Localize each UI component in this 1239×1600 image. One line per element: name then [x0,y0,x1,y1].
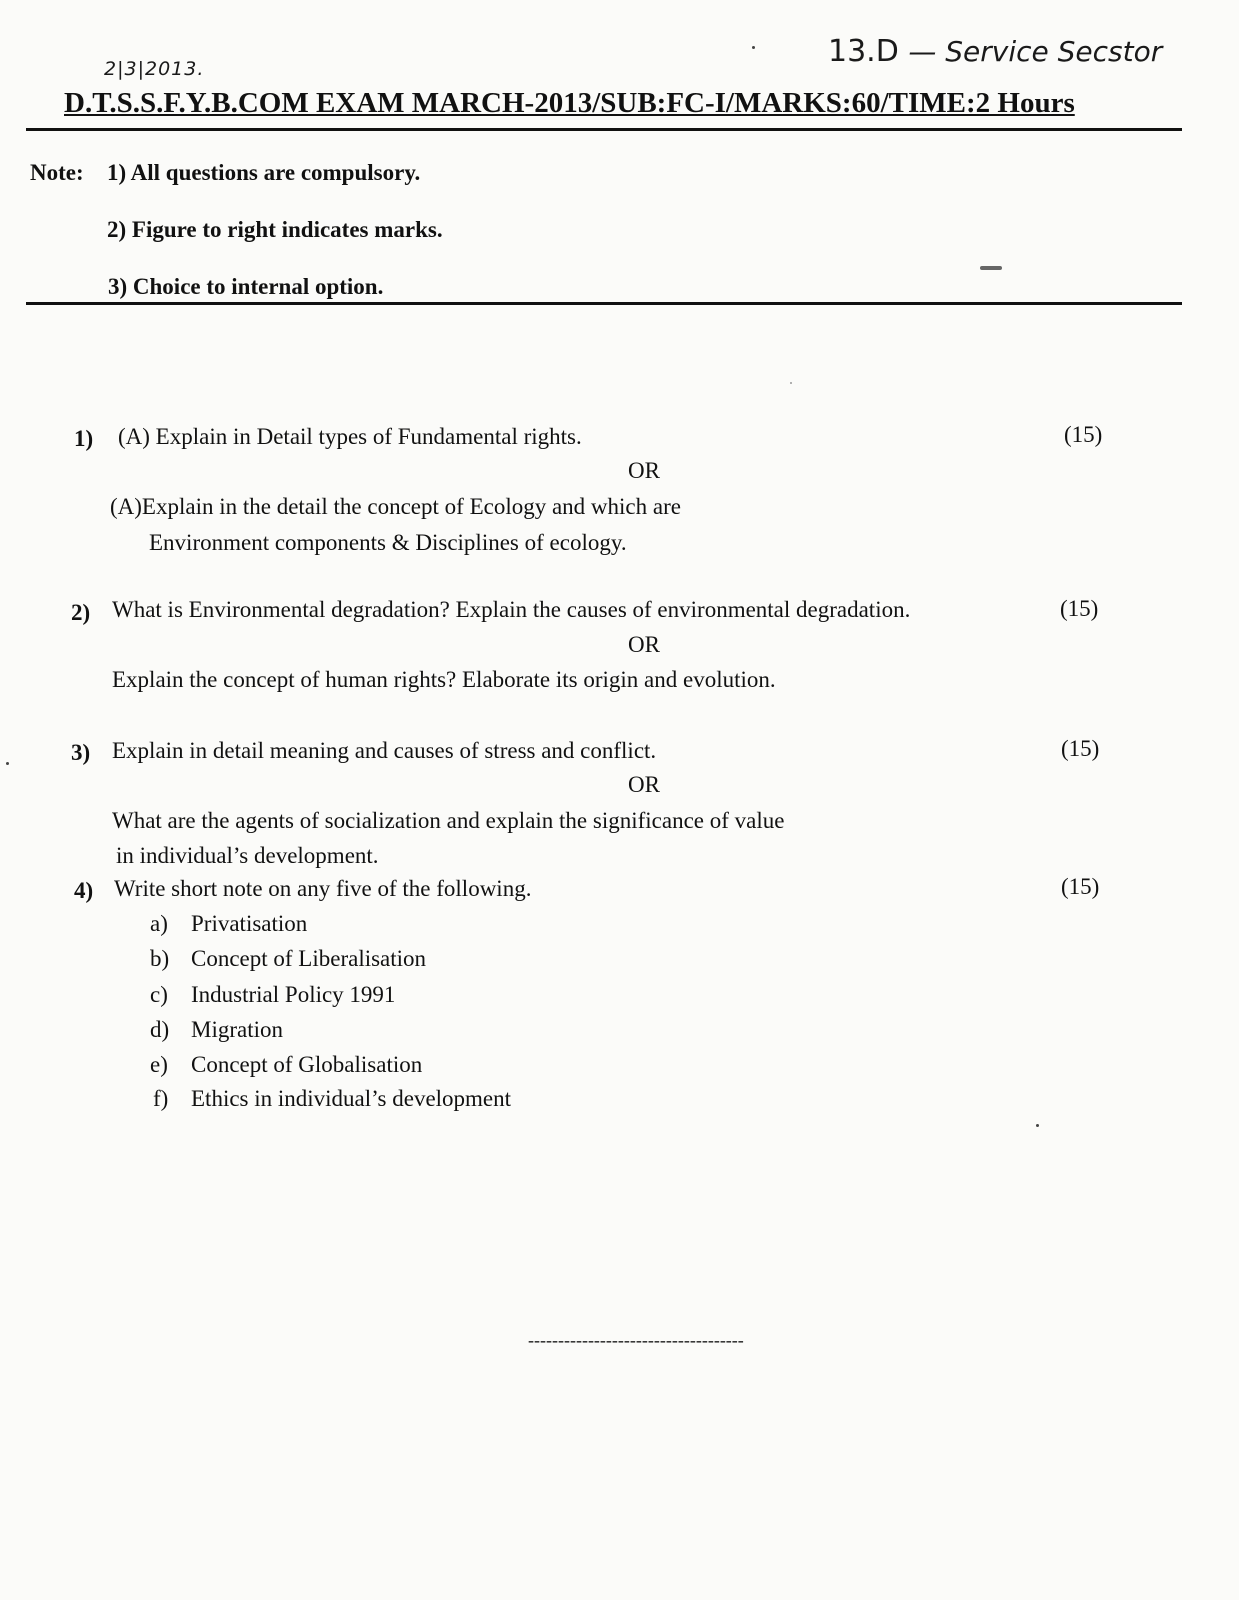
note-item-1: 1) All questions are compulsory. [107,160,421,185]
notes-rule [26,302,1182,305]
question-4-number: 4) [74,878,94,903]
option-f-label: f) [153,1086,169,1111]
option-d-text: Migration [191,1017,283,1042]
scan-speck [1036,1124,1039,1127]
option-c-label: c) [150,982,168,1007]
question-2-text: What is Environmental degradation? Explain the causes of environmental degradation. [112,597,911,622]
scan-speck [790,382,792,384]
question-1-text: (A) Explain in Detail types of Fundamental rights. [118,424,582,449]
question-1-or: OR [628,458,660,483]
option-a-label: a) [150,911,168,936]
end-divider: ------------------------------------ [528,1330,744,1350]
option-d-label: d) [150,1017,170,1042]
question-3-text: Explain in detail meaning and causes of stress and conflict. [112,738,657,763]
question-2-number: 2) [71,600,91,625]
question-4-text: Write short note on any five of the following. [114,876,532,901]
question-1-alt-line-1: (A)Explain in the detail the concept of Ecology and which are [110,494,681,519]
question-3-alt-line-1: What are the agents of socialization and explain the significance of value [112,808,785,833]
note-item-2: 2) Figure to right indicates marks. [107,217,443,242]
option-b-label: b) [150,946,170,971]
option-e-label: e) [150,1052,168,1077]
option-c-text: Industrial Policy 1991 [191,982,396,1007]
handwritten-subject-code [828,34,1162,69]
question-3-alt-line-2: in individual’s development. [116,843,379,868]
question-1-number: 1) [74,426,94,451]
option-f-text: Ethics in individual’s development [191,1086,512,1111]
note-label: Note: [30,160,84,185]
question-2-marks: (15) [1060,596,1099,621]
scan-speck [6,762,9,765]
title-rule [26,128,1182,131]
scan-speck [980,266,1002,270]
note-item-3: 3) Choice to internal option. [108,274,384,299]
question-2-alt-line-1: Explain the concept of human rights? Elaborate its origin and evolution. [112,667,776,692]
question-1-marks: (15) [1064,422,1103,447]
handwritten-date: 2|3|2013. [104,58,205,80]
option-a-text: Privatisation [191,911,308,936]
exam-title: D.T.S.S.F.Y.B.COM EXAM MARCH-2013/SUB:FC-I/MARKS:60/TIME:2 Hours [64,87,1075,119]
scan-speck [752,46,755,49]
question-3-marks: (15) [1061,736,1100,761]
option-b-text: Concept of Liberalisation [191,946,427,971]
question-1-alt-line-2: Environment components & Disciplines of ecology. [149,530,627,555]
question-4-marks: (15) [1061,874,1100,899]
question-3-or: OR [628,772,660,797]
question-3-number: 3) [71,740,91,765]
handwritten-code: 13.D [828,34,899,69]
handwritten-subject: — Service Secstor [908,35,1163,68]
option-e-text: Concept of Globalisation [191,1052,423,1077]
question-2-or: OR [628,632,660,657]
